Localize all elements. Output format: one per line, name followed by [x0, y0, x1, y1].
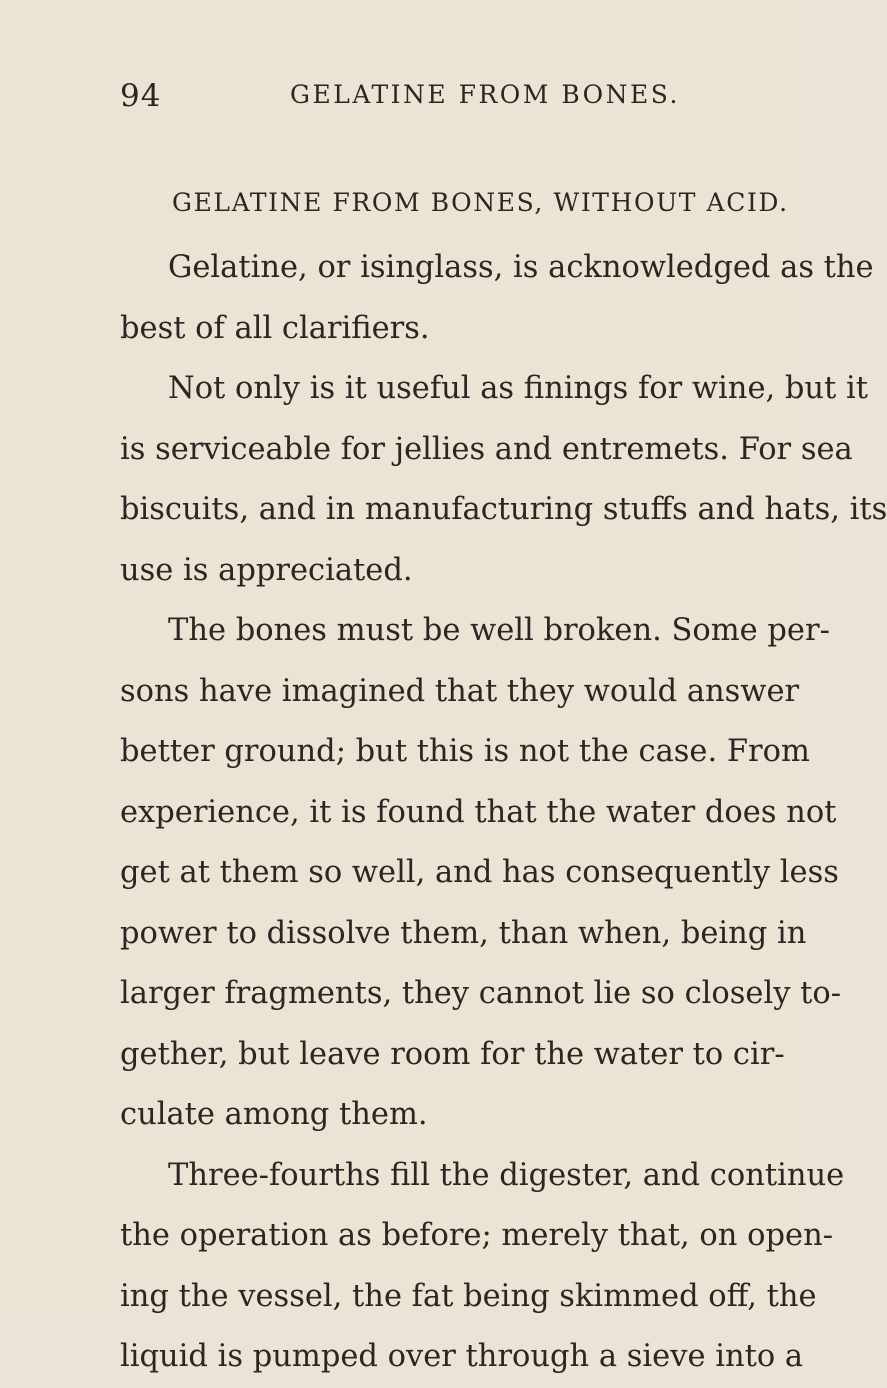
text-line: The bones must be well broken. Some per-: [168, 613, 830, 648]
text-line: Not only is it useful as finings for wine, but it: [168, 371, 869, 406]
text-line: better ground; but this is not the case. From: [120, 734, 810, 769]
text-line: ing the vessel, the fat being skimmed off, the: [120, 1278, 817, 1314]
text-line: Three-fourths fill the digester, and continue: [168, 1157, 845, 1193]
text-line: culate among them.: [120, 1097, 428, 1132]
running-title: GELATINE FROM BONES.: [290, 80, 680, 109]
text-line: use is appreciated.: [120, 552, 413, 588]
body-text: [120, 238, 887, 1388]
section-title: GELATINE FROM BONES, WITHOUT ACID.: [172, 188, 789, 217]
text-line: get at them so well, and has consequently less: [120, 855, 839, 890]
text-line: the operation as before; merely that, on open-: [120, 1218, 834, 1253]
running-header: [120, 78, 770, 122]
text-line: experience, it is found that the water does not: [120, 794, 837, 830]
text-line: liquid is pumped over through a sieve into a: [120, 1339, 804, 1374]
text-line: is serviceable for jellies and entremets. For sea: [120, 431, 853, 467]
text-line: gether, but leave room for the water to cir-: [120, 1036, 785, 1072]
text-line: power to dissolve them, than when, being in: [120, 915, 807, 951]
text-line: biscuits, and in manufacturing stuffs and hats, its: [120, 492, 887, 527]
text-line: sons have imagined that they would answer: [120, 673, 800, 709]
text-line: best of all clarifiers.: [120, 310, 430, 346]
text-line: Gelatine, or isinglass, is acknowledged as the: [168, 250, 874, 285]
text-line: larger fragments, they cannot lie so closely to-: [120, 976, 842, 1011]
page-number: 94: [120, 78, 162, 114]
